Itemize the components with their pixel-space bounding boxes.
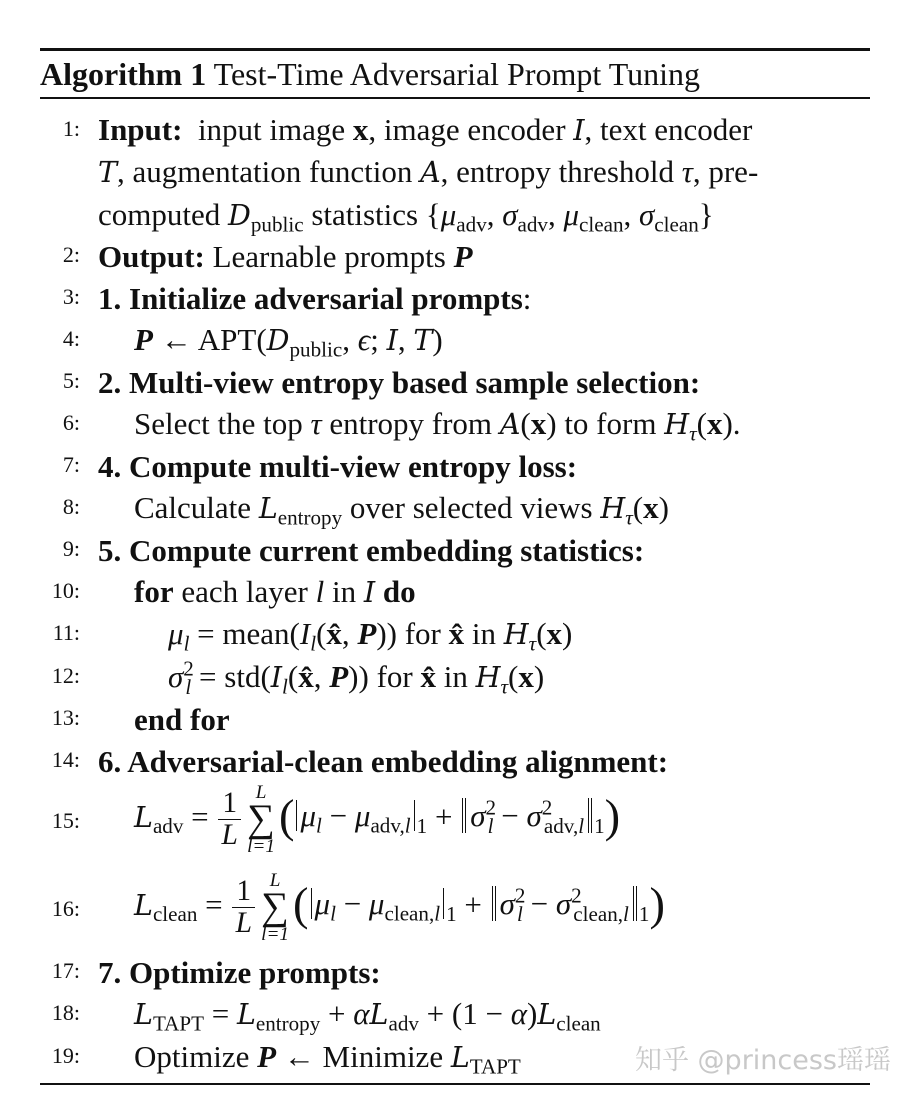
line-number: 9: xyxy=(62,536,80,561)
algo-line-2 xyxy=(0,232,916,274)
line-text: $L_{adv}$ = $\frac{1}{L}$ L ∑ l=1 ( $\mu_l - \mu_{adv,l}$ $_1 + \sigma^2_l - \sigma^2_{adv,l}$ $_1$) xyxy=(134,781,621,857)
step-heading: 4. Compute multi-view entropy loss: xyxy=(98,449,578,484)
line-text: $L_{clean}$ = $\frac{1}{L}$ L ∑ l=1 ( $\mu_l - \mu_{clean,l}$ $_1 + \sigma^2_l - \sigma^2_{clean,l}$ $_1$) xyxy=(134,869,665,945)
line-text: Select the top τ entropy from A(x) to form $H_\tau(x)$. xyxy=(134,406,741,446)
line-number: 11: xyxy=(52,620,80,645)
header-rule xyxy=(40,97,870,99)
line-number: 2: xyxy=(62,242,80,267)
text: APT xyxy=(197,322,257,358)
text: for xyxy=(404,616,441,652)
text: Calculate xyxy=(134,490,259,526)
step-heading: 7. Optimize prompts: xyxy=(98,955,381,990)
text: Optimize xyxy=(134,1039,258,1075)
sub: entropy xyxy=(255,1011,321,1036)
line-number: 16: xyxy=(51,896,80,921)
text: std xyxy=(224,659,261,695)
text: mean xyxy=(222,616,290,652)
text: , entropy threshold xyxy=(440,154,682,190)
algo-line-9 xyxy=(0,526,916,568)
algo-line-4 xyxy=(0,316,916,362)
sub: adv, xyxy=(543,813,579,838)
sub: adv xyxy=(456,212,487,237)
text: Learnable prompts xyxy=(212,239,454,274)
sub: clean xyxy=(579,212,624,237)
text: in xyxy=(324,574,364,610)
keyword: do xyxy=(382,574,416,610)
sub: adv xyxy=(517,212,548,237)
text: Select the top xyxy=(134,406,311,442)
line-text: computed $D_{public}$ statistics {$\mu_{adv}$, $\sigma_{adv}$, $\mu_{clean}$, $\sigma_{clean}$} xyxy=(98,197,714,237)
text: statistics xyxy=(303,197,426,233)
line-text: Input: input image x, image encoder I, text encoder xyxy=(98,112,753,148)
line-text xyxy=(98,451,577,482)
line-text: Output: Learnable prompts P xyxy=(98,239,473,274)
algo-line-7 xyxy=(0,442,916,484)
line-number: 8: xyxy=(62,494,80,519)
algo-line-8 xyxy=(0,484,916,530)
algo-line-3 xyxy=(0,274,916,316)
sub: adv xyxy=(388,1011,419,1036)
line-text xyxy=(98,283,531,314)
step-heading: 5. Compute current embedding statistics: xyxy=(98,533,645,568)
line-number: 18: xyxy=(51,1000,80,1025)
keyword: for xyxy=(134,574,174,610)
sub: entropy xyxy=(277,505,343,530)
line-text: Optimize P ← Minimize $L_{TAPT}$ xyxy=(134,1039,521,1079)
line-number: 7: xyxy=(62,452,80,477)
text: , text encoder xyxy=(584,112,753,148)
line-text: for each layer l in I do xyxy=(134,574,416,610)
text: each layer xyxy=(181,574,316,610)
line-number: 4: xyxy=(62,326,80,351)
bottom-rule xyxy=(40,1083,870,1085)
sub: adv xyxy=(152,813,184,838)
text: in xyxy=(471,616,497,652)
watermark: 知乎 @princess瑶瑶 xyxy=(634,1045,891,1076)
algo-line-6 xyxy=(0,400,916,446)
text: , augmentation function xyxy=(117,154,421,190)
algorithm-label: Algorithm 1 xyxy=(40,56,207,92)
line-text xyxy=(98,957,381,988)
line-text: T, augmentation function A, entropy threshold τ, pre- xyxy=(98,154,759,190)
fraction: $\frac{1}{L}$ xyxy=(232,876,255,939)
keyword: end for xyxy=(134,702,230,737)
line-number: 12: xyxy=(51,663,80,688)
line-text: $L_{TAPT} = L_{entropy} + \alpha L_{adv} + (1 - \alpha)L_{clean}$ xyxy=(134,996,601,1036)
sub: clean xyxy=(152,901,198,926)
line-number: 3: xyxy=(62,284,80,309)
algo-line-1 xyxy=(0,106,916,148)
sub: TAPT xyxy=(469,1054,521,1079)
line-text: $\sigma^2_l$ = $std(I_l(x̂$, P)) for x̂ in $H_\tau(x)$ xyxy=(168,656,545,699)
output-keyword: Output: xyxy=(98,239,205,274)
sub: clean, xyxy=(384,901,435,926)
line-text xyxy=(98,746,668,777)
line-text: Calculate $L_{entropy}$ over selected views $H_\tau(x)$ xyxy=(134,490,669,530)
text: , pre- xyxy=(692,154,759,190)
algo-line-12 xyxy=(0,653,916,699)
line-text xyxy=(134,704,230,735)
text: input image xyxy=(197,112,353,148)
input-keyword: Input: xyxy=(98,112,183,148)
line-number: 19: xyxy=(51,1043,80,1068)
summation: L ∑ l=1 xyxy=(247,781,275,857)
step-heading: 2. Multi-view entropy based sample selection: xyxy=(98,365,701,400)
text: : xyxy=(522,281,532,316)
text: over selected views xyxy=(342,490,601,526)
line-number: 14: xyxy=(51,747,80,772)
sub: public xyxy=(250,212,304,237)
summation: L ∑ l=1 xyxy=(261,869,290,945)
line-number: 13: xyxy=(51,705,80,730)
line-number: 10: xyxy=(51,578,80,603)
text: to form xyxy=(556,406,665,442)
algo-line-15 xyxy=(0,780,916,860)
line-number: 15: xyxy=(51,808,80,833)
line-text xyxy=(98,535,644,566)
algo-line-16 xyxy=(0,866,916,948)
text: in xyxy=(443,659,468,695)
algorithm-name: Test-Time Adversarial Prompt Tuning xyxy=(213,56,701,92)
sub: TAPT xyxy=(152,1011,204,1036)
sub: clean, xyxy=(573,901,624,926)
line-number: 1: xyxy=(62,116,80,141)
line-number: 6: xyxy=(62,410,80,435)
line-number: 17: xyxy=(51,958,80,983)
step-heading: 1. Initialize adversarial prompts xyxy=(98,281,523,316)
algo-line-11 xyxy=(0,610,916,656)
text: for xyxy=(376,659,413,695)
text: computed xyxy=(98,197,228,233)
algo-line-5 xyxy=(0,358,916,400)
line-text: $\mu_l$ = $mean(I_l(x̂$, P)) for x̂ in $H_\tau(x)$ xyxy=(168,616,573,656)
sub: public xyxy=(289,337,343,362)
line-number: 5: xyxy=(62,368,80,393)
algo-line-13 xyxy=(0,695,916,737)
step-heading: 6. Adversarial-clean embedding alignment: xyxy=(98,744,669,779)
top-rule xyxy=(40,48,870,51)
algo-line-17 xyxy=(0,948,916,990)
algo-line-1-cont2 xyxy=(0,191,916,237)
text: Minimize xyxy=(322,1039,451,1075)
sub: clean xyxy=(654,212,699,237)
algo-line-10 xyxy=(0,568,916,610)
algo-line-18 xyxy=(0,990,916,1036)
line-text xyxy=(98,367,700,398)
text: , image encoder xyxy=(368,112,574,148)
text: entropy from xyxy=(321,406,500,442)
sub: adv, xyxy=(370,813,405,838)
algo-line-14 xyxy=(0,737,916,779)
algo-line-1-cont xyxy=(0,148,916,190)
line-text: P ← $APT(D_{public}$, ϵ; I, T) xyxy=(134,322,443,362)
algorithm-title xyxy=(40,56,700,93)
sub: clean xyxy=(556,1011,601,1036)
fraction: $\frac{1}{L}$ xyxy=(218,788,241,851)
